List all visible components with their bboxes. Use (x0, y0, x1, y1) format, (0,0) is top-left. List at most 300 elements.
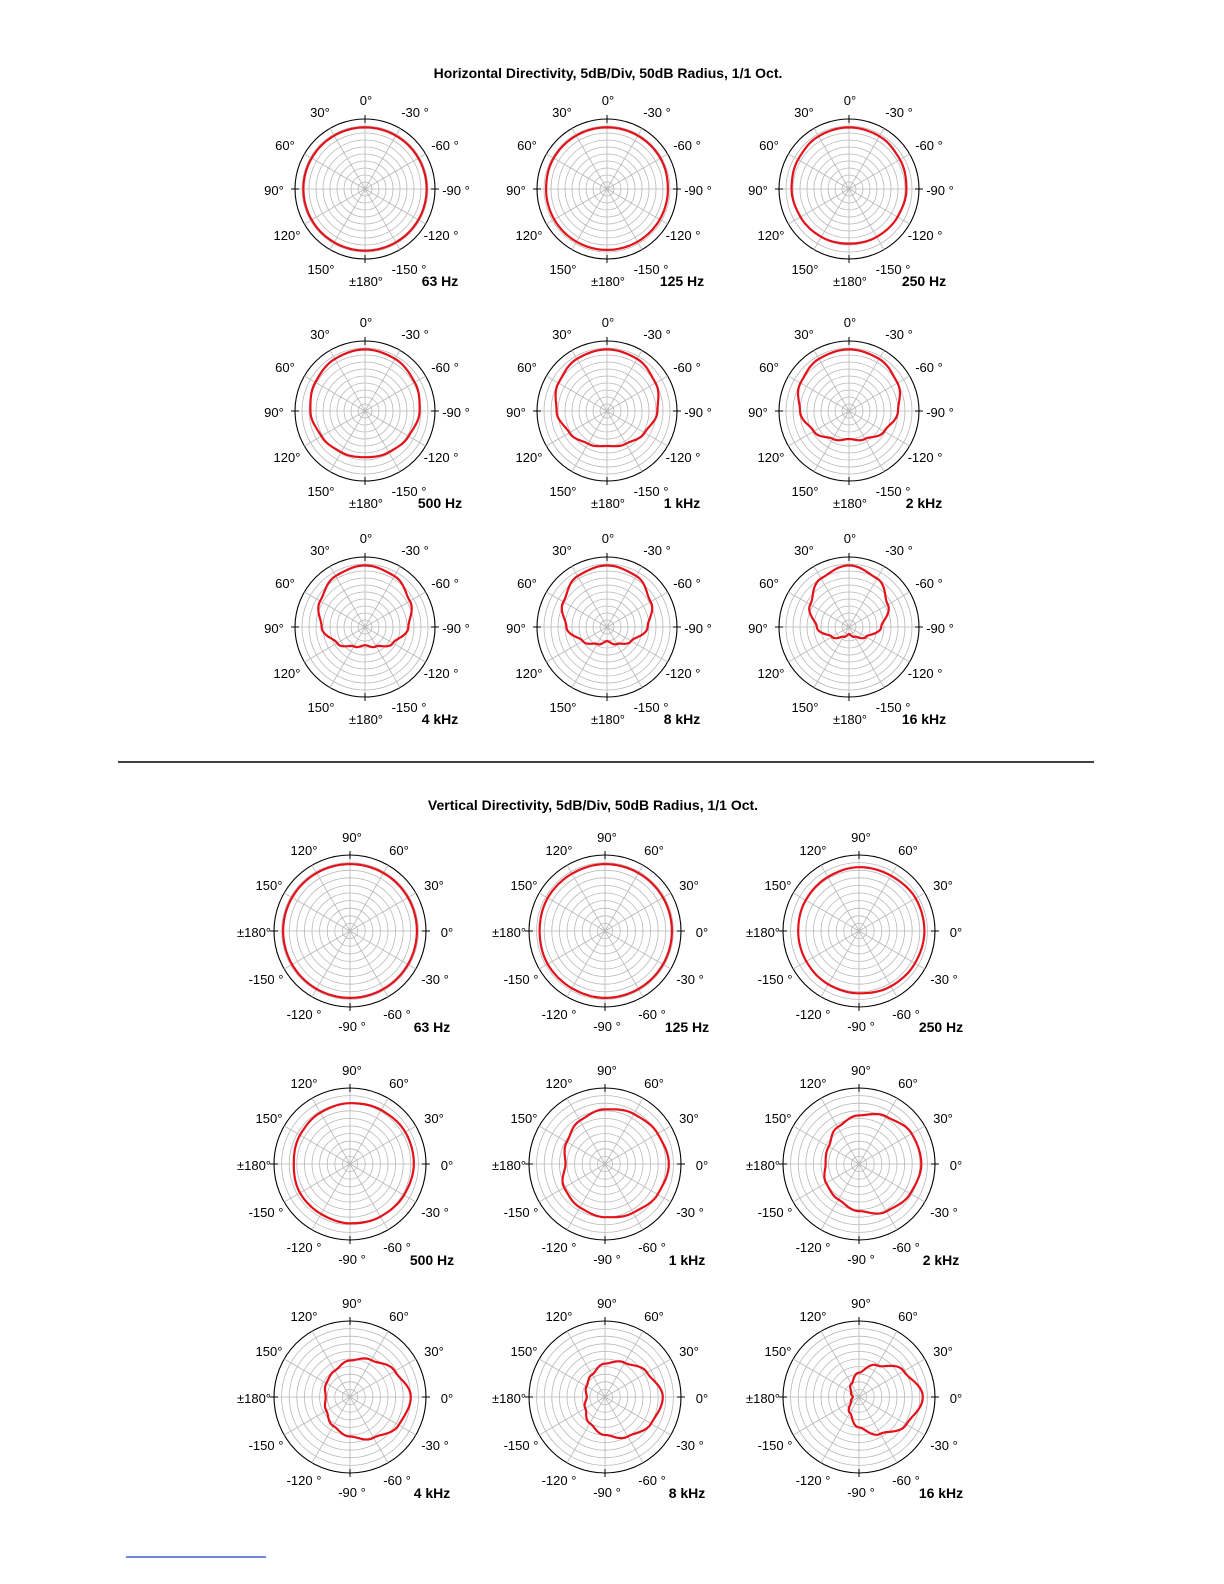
grid-spoke (605, 1126, 671, 1164)
angle-label: 0° (695, 1391, 709, 1406)
grid-spoke (849, 411, 884, 472)
angle-label: 0° (949, 1158, 963, 1173)
angle-label: -30 ° (401, 327, 429, 342)
grid-spoke (814, 128, 849, 189)
horizontal-polar-plot-7 (506, 531, 712, 727)
grid-spoke (350, 865, 388, 931)
grid-spoke (546, 189, 607, 224)
angle-label: ±180° (832, 274, 868, 289)
angle-label: 120° (290, 843, 318, 858)
grid-spoke (365, 411, 426, 446)
grid-spoke (284, 931, 350, 969)
grid-spoke (304, 592, 365, 627)
angle-label: -90 ° (847, 1019, 875, 1034)
angle-label: ±180° (348, 274, 384, 289)
grid-spoke (365, 154, 426, 189)
angle-label: 120° (515, 228, 543, 243)
angle-label: 60° (275, 138, 295, 153)
angle-label: -30 ° (930, 972, 958, 987)
grid-spoke (365, 627, 400, 688)
angle-label: -120 ° (907, 228, 943, 243)
angle-label: 60° (759, 138, 779, 153)
angle-label: -150 ° (757, 1205, 793, 1220)
grid-spoke (304, 627, 365, 662)
angle-label: ±180° (491, 925, 527, 940)
angle-label: -30 ° (885, 105, 913, 120)
angle-label: 150° (549, 484, 577, 499)
grid-spoke (605, 1164, 643, 1230)
angle-label: 90° (851, 830, 871, 845)
angle-label: -120 ° (795, 1240, 831, 1255)
angle-label: -120 ° (423, 228, 459, 243)
angle-label: -60 ° (673, 576, 701, 591)
angle-label: 90° (597, 1063, 617, 1078)
angle-label: 0° (601, 93, 615, 108)
grid-spoke (350, 893, 416, 931)
angle-label: -30 ° (421, 1205, 449, 1220)
angle-label: -150 ° (503, 972, 539, 987)
angle-label: -90 ° (338, 1485, 366, 1500)
grid-spoke (859, 1397, 925, 1435)
grid-spoke (350, 1397, 416, 1435)
angle-label: 150° (255, 878, 283, 893)
grid-spoke (572, 627, 607, 688)
frequency-label: 63 Hz (421, 273, 459, 289)
horizontal-polar-plot-3 (264, 315, 470, 511)
vertical-polar-plot-8 (746, 1296, 963, 1501)
frequency-label: 2 kHz (905, 495, 943, 511)
grid-spoke (607, 411, 642, 472)
grid-spoke (607, 154, 668, 189)
vertical-polar-plot-6 (237, 1296, 453, 1501)
angle-label: -60 ° (383, 1473, 411, 1488)
angle-label: 60° (517, 576, 537, 591)
angle-label: -30 ° (401, 105, 429, 120)
grid-spoke (788, 627, 849, 662)
grid-spoke (284, 893, 350, 931)
angle-label: ±180° (745, 925, 781, 940)
angle-label: 60° (389, 1309, 409, 1324)
angle-label: -30 ° (885, 327, 913, 342)
angle-label: -60 ° (892, 1240, 920, 1255)
grid-spoke (350, 1098, 388, 1164)
angle-label: 150° (307, 700, 335, 715)
angle-label: 90° (342, 1296, 362, 1311)
angle-label: 30° (933, 1111, 953, 1126)
angle-label: 90° (342, 1063, 362, 1078)
angle-label: -150 ° (633, 262, 669, 277)
grid-spoke (365, 592, 426, 627)
angle-label: 60° (644, 843, 664, 858)
angle-label: ±180° (348, 712, 384, 727)
angle-label: 120° (799, 1309, 827, 1324)
frequency-label: 16 kHz (901, 711, 947, 727)
grid-spoke (859, 1164, 897, 1230)
angle-label: 60° (275, 576, 295, 591)
angle-label: -120 ° (286, 1007, 322, 1022)
angle-label: -90 ° (684, 405, 712, 420)
grid-spoke (539, 931, 605, 969)
angle-label: ±180° (832, 496, 868, 511)
grid-spoke (605, 1098, 643, 1164)
angle-label: 30° (794, 327, 814, 342)
angle-label: -150 ° (248, 1205, 284, 1220)
angle-label: 0° (695, 925, 709, 940)
angle-label: -150 ° (503, 1205, 539, 1220)
angle-label: -90 ° (684, 621, 712, 636)
angle-label: 30° (679, 1111, 699, 1126)
grid-spoke (350, 1397, 388, 1463)
angle-label: 150° (549, 262, 577, 277)
angle-label: 90° (264, 183, 284, 198)
grid-spoke (312, 1397, 350, 1463)
angle-label: 60° (898, 843, 918, 858)
angle-label: 120° (799, 843, 827, 858)
angle-label: 120° (757, 228, 785, 243)
angle-label: -30 ° (930, 1438, 958, 1453)
angle-label: 150° (549, 700, 577, 715)
angle-label: 60° (644, 1309, 664, 1324)
angle-label: 60° (517, 138, 537, 153)
grid-spoke (365, 189, 426, 224)
angle-label: -60 ° (915, 360, 943, 375)
grid-spoke (793, 893, 859, 931)
angle-label: 120° (757, 450, 785, 465)
grid-spoke (330, 128, 365, 189)
angle-label: ±180° (745, 1391, 781, 1406)
angle-label: -30 ° (401, 543, 429, 558)
frequency-label: 63 Hz (413, 1019, 451, 1035)
grid-spoke (607, 189, 668, 224)
angle-label: 150° (255, 1111, 283, 1126)
angle-label: -60 ° (915, 576, 943, 591)
grid-spoke (304, 376, 365, 411)
angle-label: 120° (545, 1309, 573, 1324)
angle-label: 90° (597, 1296, 617, 1311)
angle-label: -150 ° (391, 262, 427, 277)
angle-label: ±180° (590, 712, 626, 727)
angle-label: ±180° (832, 712, 868, 727)
grid-spoke (793, 1359, 859, 1397)
angle-label: -150 ° (757, 1438, 793, 1453)
angle-label: 90° (264, 405, 284, 420)
angle-label: 30° (310, 543, 330, 558)
frequency-label: 1 kHz (668, 1252, 706, 1268)
angle-label: 30° (794, 543, 814, 558)
angle-label: 30° (933, 878, 953, 893)
grid-spoke (350, 931, 388, 997)
angle-label: 90° (851, 1063, 871, 1078)
grid-spoke (849, 128, 884, 189)
grid-spoke (859, 1098, 897, 1164)
angle-label: 120° (290, 1309, 318, 1324)
angle-label: 0° (949, 1391, 963, 1406)
vertical-title: Vertical Directivity, 5dB/Div, 50dB Radius, 1/1 Oct. (427, 797, 759, 813)
grid-spoke (572, 411, 607, 472)
angle-label: 0° (440, 1391, 454, 1406)
angle-label: 120° (273, 666, 301, 681)
angle-label: -60 ° (383, 1007, 411, 1022)
grid-spoke (859, 1126, 925, 1164)
grid-spoke (304, 411, 365, 446)
frequency-label: 8 kHz (663, 711, 701, 727)
angle-label: -120 ° (423, 666, 459, 681)
angle-label: 30° (933, 1344, 953, 1359)
angle-label: -120 ° (541, 1473, 577, 1488)
angle-label: -30 ° (643, 105, 671, 120)
angle-label: 30° (310, 105, 330, 120)
angle-label: 150° (791, 700, 819, 715)
angle-label: 150° (764, 1344, 792, 1359)
angle-label: -90 ° (926, 183, 954, 198)
grid-spoke (539, 893, 605, 931)
grid-spoke (567, 1397, 605, 1463)
angle-label: -90 ° (926, 405, 954, 420)
horizontal-polar-plot-5 (748, 315, 954, 511)
angle-label: -150 ° (757, 972, 793, 987)
grid-spoke (607, 189, 642, 250)
angle-label: 0° (359, 315, 373, 330)
angle-label: 120° (545, 1076, 573, 1091)
grid-spoke (539, 1359, 605, 1397)
angle-label: 150° (510, 878, 538, 893)
grid-spoke (859, 1331, 897, 1397)
frequency-label: 250 Hz (918, 1019, 964, 1035)
angle-label: -150 ° (633, 700, 669, 715)
angle-label: -30 ° (643, 327, 671, 342)
angle-label: 0° (843, 93, 857, 108)
horizontal-polar-plot-6 (264, 531, 470, 727)
grid-spoke (821, 931, 859, 997)
angle-label: 60° (275, 360, 295, 375)
vertical-polar-plot-0 (237, 830, 453, 1035)
angle-label: 150° (510, 1344, 538, 1359)
grid-spoke (814, 566, 849, 627)
angle-label: ±180° (236, 925, 272, 940)
angle-label: ±180° (348, 496, 384, 511)
angle-label: 150° (764, 878, 792, 893)
angle-label: 0° (695, 1158, 709, 1173)
response-curve (798, 867, 924, 993)
grid-spoke (607, 627, 642, 688)
angle-label: 120° (515, 666, 543, 681)
angle-label: -120 ° (795, 1473, 831, 1488)
grid-spoke (788, 189, 849, 224)
angle-label: 0° (440, 1158, 454, 1173)
grid-spoke (546, 411, 607, 446)
vertical-polar-plot-2 (746, 830, 963, 1035)
angle-label: -90 ° (847, 1252, 875, 1267)
angle-label: -30 ° (676, 1438, 704, 1453)
angle-label: 120° (515, 450, 543, 465)
angle-label: 30° (424, 1344, 444, 1359)
angle-label: ±180° (236, 1158, 272, 1173)
frequency-label: 125 Hz (659, 273, 705, 289)
grid-spoke (567, 931, 605, 997)
angle-label: -90 ° (442, 621, 470, 636)
angle-label: ±180° (491, 1158, 527, 1173)
angle-label: 90° (597, 830, 617, 845)
vertical-polar-plot-7 (492, 1296, 708, 1501)
angle-label: -30 ° (643, 543, 671, 558)
grid-spoke (312, 931, 350, 997)
angle-label: -60 ° (892, 1473, 920, 1488)
vertical-polar-plot-5 (746, 1063, 962, 1268)
frequency-label: 500 Hz (417, 495, 463, 511)
grid-spoke (365, 189, 400, 250)
grid-spoke (365, 627, 426, 662)
angle-label: -30 ° (930, 1205, 958, 1220)
angle-label: 90° (748, 621, 768, 636)
horizontal-polar-plot-8 (748, 531, 954, 727)
grid-spoke (365, 128, 400, 189)
angle-label: -60 ° (431, 138, 459, 153)
angle-label: 120° (757, 666, 785, 681)
angle-label: -60 ° (383, 1240, 411, 1255)
grid-spoke (849, 566, 884, 627)
grid-spoke (546, 592, 607, 627)
angle-label: 150° (791, 262, 819, 277)
angle-label: 30° (679, 1344, 699, 1359)
grid-spoke (607, 128, 642, 189)
angle-label: -90 ° (684, 183, 712, 198)
grid-spoke (814, 411, 849, 472)
grid-spoke (793, 1397, 859, 1435)
grid-spoke (330, 189, 365, 250)
horizontal-polar-plot-2 (748, 93, 954, 289)
vertical-polar-plot-3 (237, 1063, 454, 1268)
angle-label: 0° (843, 315, 857, 330)
angle-label: ±180° (590, 274, 626, 289)
grid-spoke (605, 865, 643, 931)
frequency-label: 8 kHz (668, 1485, 706, 1501)
angle-label: -150 ° (875, 484, 911, 499)
grid-spoke (821, 1164, 859, 1230)
angle-label: 150° (255, 1344, 283, 1359)
grid-spoke (330, 411, 365, 472)
grid-spoke (350, 1164, 416, 1202)
frequency-label: 16 kHz (918, 1485, 964, 1501)
angle-label: 150° (510, 1111, 538, 1126)
angle-label: 90° (506, 621, 526, 636)
grid-spoke (607, 411, 668, 446)
grid-spoke (365, 411, 400, 472)
angle-label: 60° (759, 576, 779, 591)
angle-label: -120 ° (665, 666, 701, 681)
angle-label: -120 ° (907, 450, 943, 465)
horizontal-polar-plot-4 (506, 315, 712, 511)
angle-label: 60° (644, 1076, 664, 1091)
angle-label: -90 ° (338, 1252, 366, 1267)
angle-label: -150 ° (503, 1438, 539, 1453)
angle-label: 30° (794, 105, 814, 120)
angle-label: -30 ° (676, 1205, 704, 1220)
angle-label: 60° (389, 1076, 409, 1091)
angle-label: 60° (517, 360, 537, 375)
frequency-label: 125 Hz (664, 1019, 710, 1035)
grid-spoke (849, 592, 910, 627)
angle-label: -60 ° (673, 360, 701, 375)
grid-spoke (793, 931, 859, 969)
angle-label: -150 ° (248, 1438, 284, 1453)
horizontal-title: Horizontal Directivity, 5dB/Div, 50dB Radius, 1/1 Oct. (433, 65, 783, 81)
angle-label: 30° (424, 1111, 444, 1126)
angle-label: 0° (949, 925, 963, 940)
grid-spoke (350, 1164, 388, 1230)
angle-label: -120 ° (665, 228, 701, 243)
angle-label: 90° (342, 830, 362, 845)
angle-label: -60 ° (638, 1240, 666, 1255)
grid-spoke (304, 154, 365, 189)
angle-label: -60 ° (673, 138, 701, 153)
grid-spoke (605, 1331, 643, 1397)
angle-label: 0° (440, 925, 454, 940)
grid-spoke (607, 592, 668, 627)
angle-label: -150 ° (391, 700, 427, 715)
angle-label: -30 ° (421, 972, 449, 987)
frequency-label: 500 Hz (409, 1252, 455, 1268)
grid-spoke (350, 931, 416, 969)
angle-label: 30° (424, 878, 444, 893)
vertical-polar-plot-4 (492, 1063, 708, 1268)
angle-label: -150 ° (633, 484, 669, 499)
angle-label: 90° (506, 405, 526, 420)
angle-label: -30 ° (885, 543, 913, 558)
angle-label: -60 ° (431, 576, 459, 591)
angle-label: 0° (359, 93, 373, 108)
angle-label: -30 ° (421, 1438, 449, 1453)
angle-label: -150 ° (391, 484, 427, 499)
vertical-polar-plot-1 (492, 830, 709, 1035)
angle-label: 0° (359, 531, 373, 546)
grid-spoke (859, 1359, 925, 1397)
angle-label: 120° (799, 1076, 827, 1091)
angle-label: 90° (264, 621, 284, 636)
angle-label: -150 ° (248, 972, 284, 987)
angle-label: -90 ° (442, 405, 470, 420)
angle-label: -120 ° (665, 450, 701, 465)
angle-label: 150° (764, 1111, 792, 1126)
angle-label: -60 ° (892, 1007, 920, 1022)
grid-spoke (312, 865, 350, 931)
angle-label: ±180° (745, 1158, 781, 1173)
grid-spoke (284, 1397, 350, 1435)
angle-label: 30° (552, 327, 572, 342)
grid-spoke (605, 931, 643, 997)
angle-label: 150° (307, 484, 335, 499)
grid-spoke (546, 154, 607, 189)
angle-label: -60 ° (638, 1007, 666, 1022)
angle-label: 30° (310, 327, 330, 342)
angle-label: 120° (273, 450, 301, 465)
grid-spoke (605, 1164, 671, 1202)
angle-label: 0° (601, 315, 615, 330)
angle-label: -120 ° (541, 1007, 577, 1022)
angle-label: 30° (679, 878, 699, 893)
angle-label: 0° (843, 531, 857, 546)
grid-spoke (849, 627, 910, 662)
grid-spoke (365, 376, 426, 411)
angle-label: 30° (552, 543, 572, 558)
angle-label: 90° (748, 405, 768, 420)
angle-label: -90 ° (593, 1252, 621, 1267)
angle-label: -120 ° (907, 666, 943, 681)
grid-spoke (605, 1397, 643, 1463)
angle-label: 60° (898, 1309, 918, 1324)
angle-label: 120° (290, 1076, 318, 1091)
angle-label: -150 ° (875, 262, 911, 277)
angle-label: -90 ° (926, 621, 954, 636)
